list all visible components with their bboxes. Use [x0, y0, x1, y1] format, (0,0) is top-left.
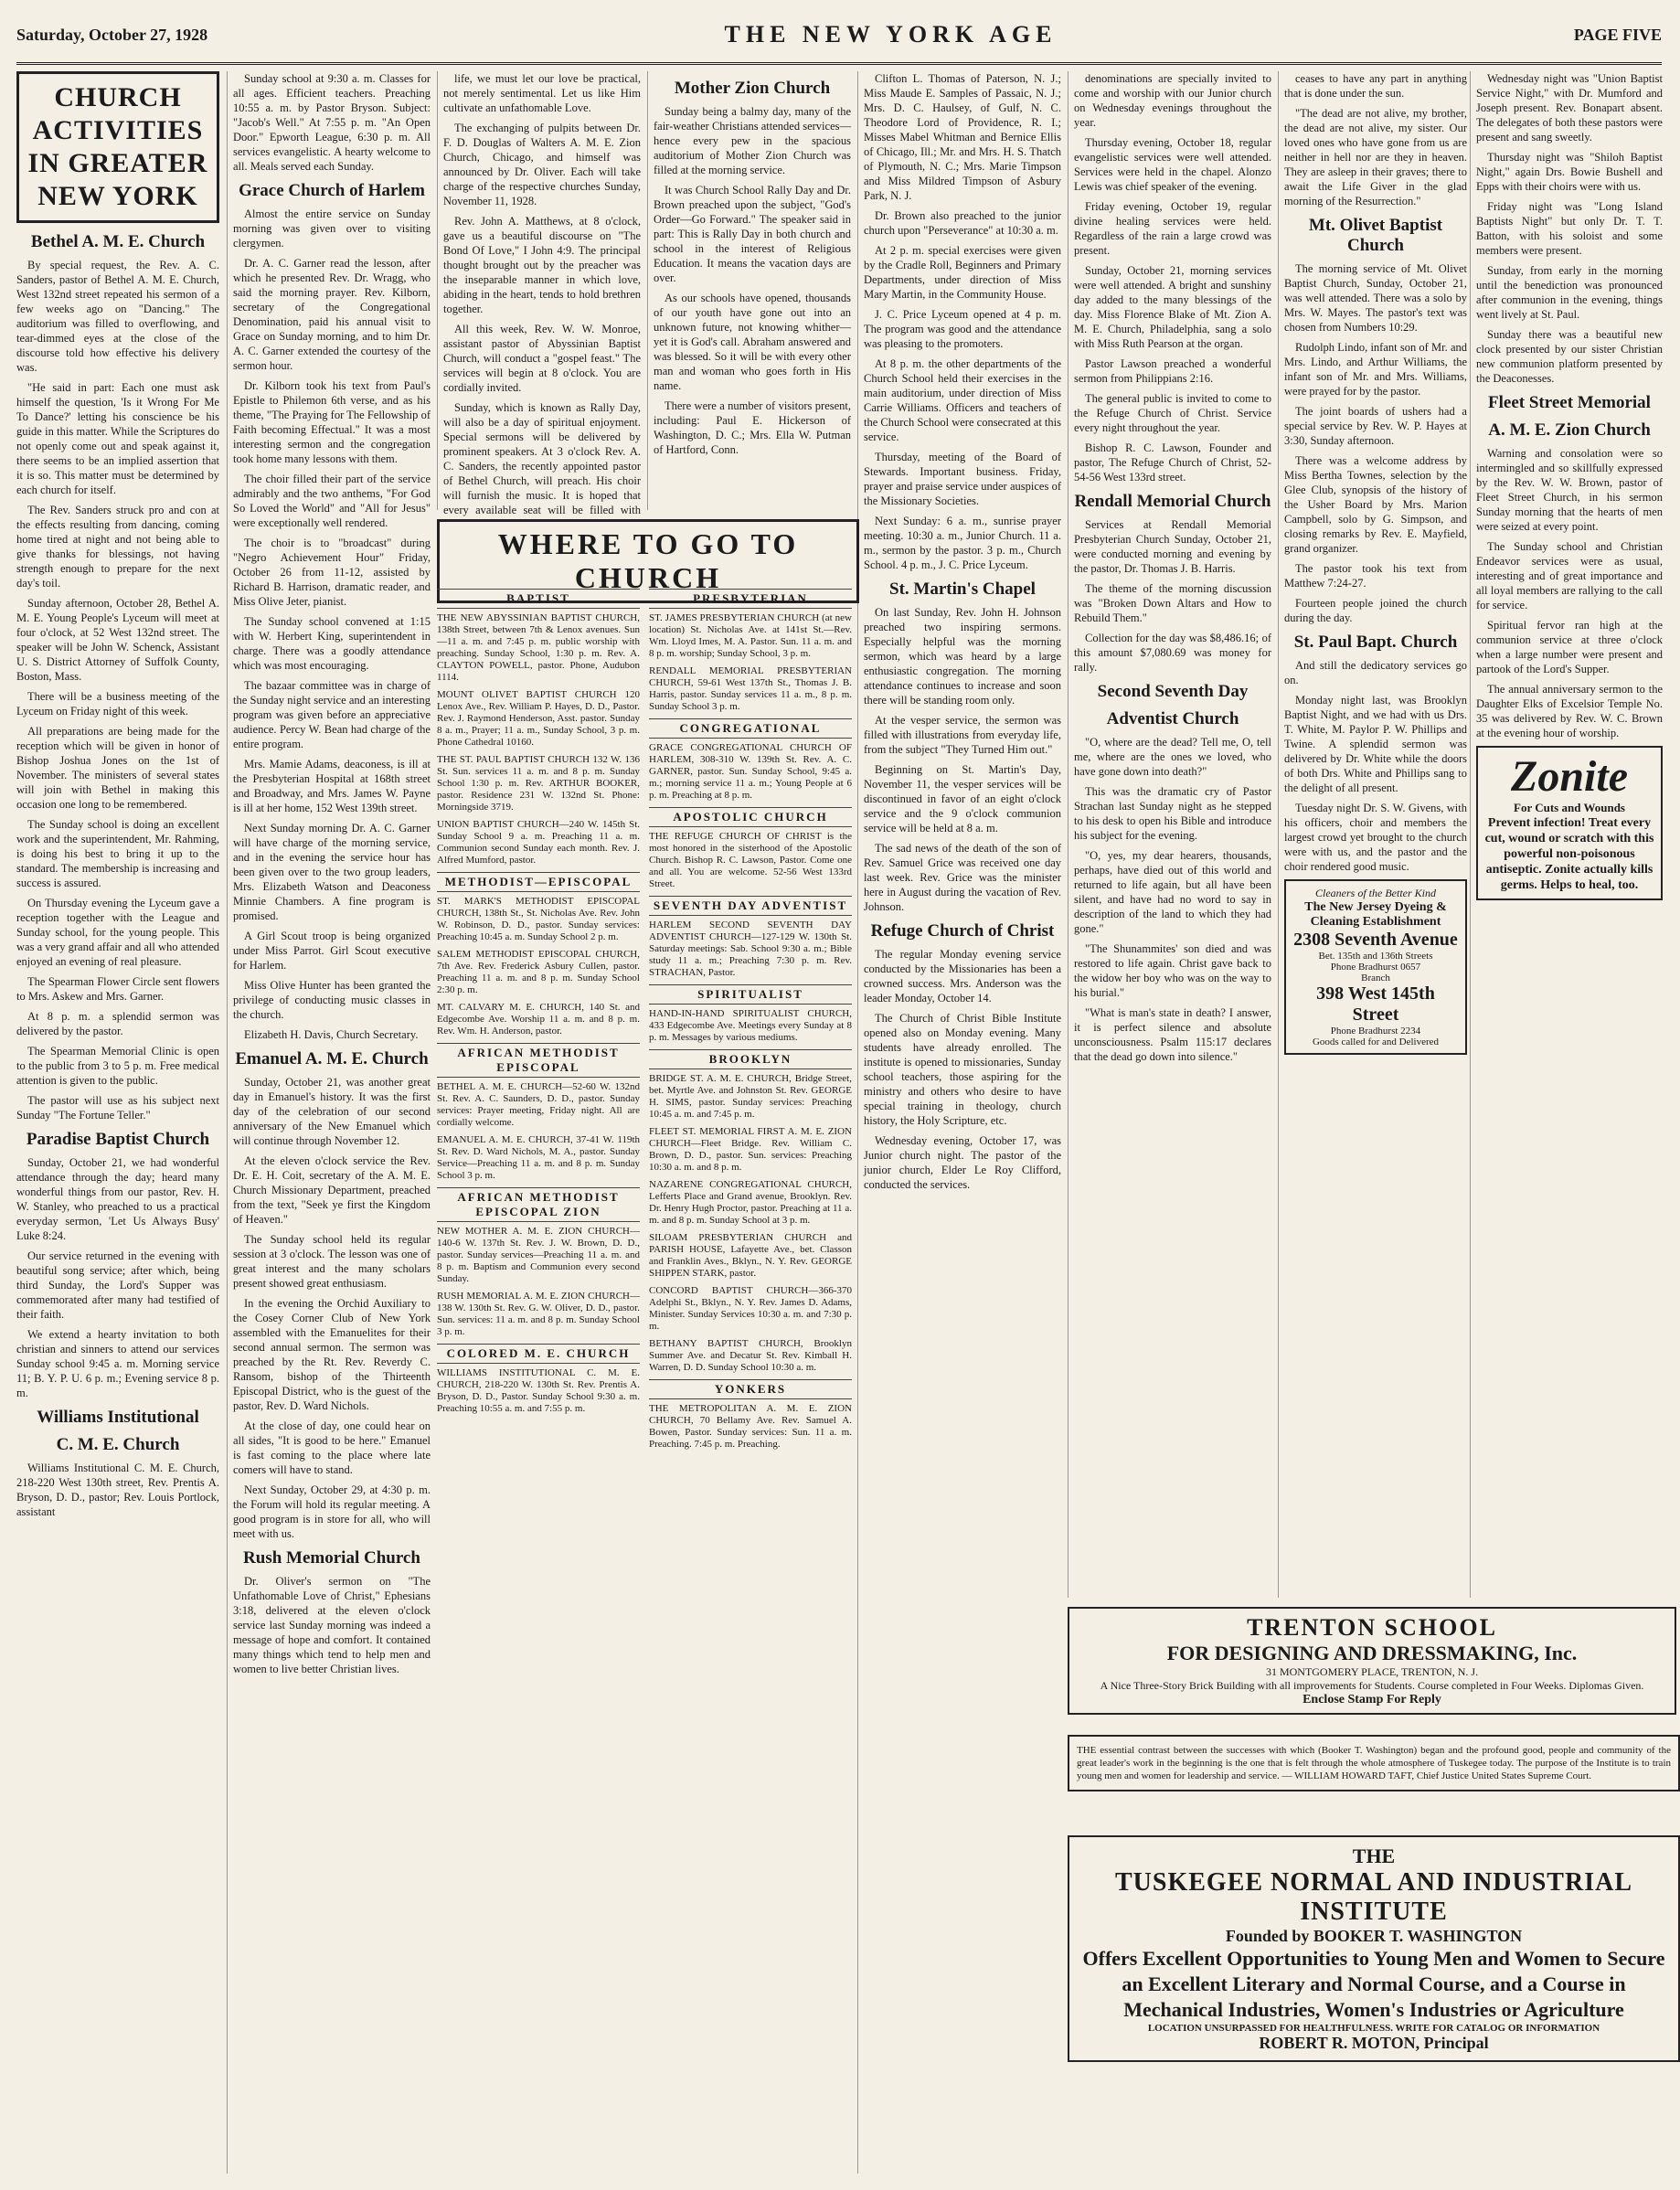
article-paragraph: At the vesper service, the sermon was filled with illustrations from everyday life, from the subject "They Turned Him out."	[864, 714, 1061, 756]
article-heading: Rendall Memorial Church	[1074, 492, 1271, 511]
article-heading: Mother Zion Church	[674, 79, 831, 98]
ad-text: Prevent infection! Treat every cut, wound or scratch with this powerful non-poisonous antiseptic. Zonite actually kills germs. Helps to heal, too.	[1484, 816, 1654, 892]
directory-listing: ST. MARK'S METHODIST EPISCOPAL CHURCH, 138th St., St. Nicholas Ave. Rev. John W. Robinson, D. D., pastor. Sunday services: Preaching 10:45 a. m. Sunday School 2 p. m.	[437, 896, 640, 942]
article-paragraph: Next Sunday, October 29, at 4:30 p. m. the Forum will hold its regular meeting. A good program is in store for all, who will meet with us.	[233, 1483, 431, 1540]
article-paragraph: On last Sunday, Rev. John H. Johnson preached two inspiring sermons. Especially helpful was the morning sermon, which was heard by a large enthusiastic congregation. The morning attendance continues to increase and soon there will be standing room only.	[864, 606, 1061, 707]
article-paragraph: There were a number of visitors present, including: Paul E. Hickerson of Washington, D. C.; Mrs. Ella W. Putman of Hartford, Conn.	[654, 399, 851, 456]
article-paragraph: Sunday, October 21, morning services were well attended. A bright and sunshiny day added to the many blessings of the day. Miss Florence Blake of Mt. Zion A. M. E. Church, Philadelphia, sang a solo with Miss Ruth Pearson at the organ.	[1074, 264, 1271, 350]
article-paragraph: The Sunday school held its regular session at 3 o'clock. The lesson was one of great interest and the many scholars present showed great enthusiasm.	[233, 1233, 431, 1290]
article-paragraph: Elizabeth H. Davis, Church Secretary.	[244, 1028, 419, 1041]
directory-banner: WHERE TO GO TO CHURCH	[437, 519, 859, 603]
article-paragraph: The general public is invited to come to the Refuge Church of Christ. Service every night throughout the year.	[1074, 392, 1271, 434]
article-paragraph: Wednesday night was "Union Baptist Service Night," with Dr. Mumford and Joseph present. Rev. Bonapart absent. The delegates of both these pastors were present and sang sweetly.	[1476, 72, 1663, 144]
article-heading: St. Paul Bapt. Church	[1293, 633, 1458, 652]
article-paragraph: On Thursday evening the Lyceum gave a reception together with the League and Sunday school, for the young people. This was a very grand affair and all who attended enjoyed an evening of real pleasure.	[16, 897, 219, 968]
article-paragraph: At 8 p. m. a splendid sermon was delivered by the pastor.	[16, 1010, 219, 1037]
directory-section-heading: APOSTOLIC CHURCH	[649, 807, 852, 827]
article-paragraph: At 8 p. m. the other departments of the Church School held their exercises in the main auditorium, under direction of Miss Carrie Williams. Officers and teachers of the Church School were consecrated at this service.	[864, 357, 1061, 443]
article-heading: Fleet Street Memorial	[1488, 393, 1651, 412]
article-paragraph: Sunday being a balmy day, many of the fair-weather Christians attended services—hence every pew in the spacious auditorium of Mother Zion Church was filled at the morning service.	[654, 105, 851, 176]
taft-quote-box: THE essential contrast between the successes with which (Booker T. Washington) began and the profound good, people and community of the great leader's work in the beginning is the one that is felt through the whole atmosphere of Tuskegee today. The purpose of the Institute is to train young men and women for leadership and service. — WILLIAM HOWARD TAFT, Chief Justice United States Supreme Court.	[1068, 1735, 1680, 1791]
column-3	[437, 71, 641, 516]
article-paragraph: "The Shunammites' son died and was restored to life again. Christ gave back to the widow her boy who was on the way to his burial."	[1074, 942, 1271, 999]
article-paragraph: We extend a hearty invitation to both christian and sinners to attend our services Sunday school 9:45 a. m. Morning service 11; B. Y. P. U. 6 p. m.; Evening service 8 p. m.	[16, 1328, 219, 1399]
newspaper-title: THE NEW YORK AGE	[724, 21, 1058, 48]
article-paragraph: The Spearman Memorial Clinic is open to the public from 3 to 5 p. m. Free medical attention is given to the public.	[16, 1045, 219, 1087]
ad-text: Bet. 135th and 136th Streets	[1318, 951, 1433, 962]
article-paragraph: Thursday evening, October 18, regular evangelistic services were well attended. Services were held in the chapel. Alonzo Lewis was chief speaker of the evening.	[1074, 136, 1271, 193]
article-paragraph: J. C. Price Lyceum opened at 4 p. m. The program was good and the attendance was pleasing to the promoters.	[864, 308, 1061, 350]
ad-text: 31 MONTGOMERY PLACE, TRENTON, N. J.	[1265, 1665, 1479, 1678]
directory-listing: UNION BAPTIST CHURCH—240 W. 145th St. Sunday School 9 a. m. Preaching 11 a. m. Communion second Sunday each month. Rev. J. Alfred Mumford, pastor.	[437, 819, 640, 866]
ad-text: ROBERT R. MOTON, Principal	[1259, 2034, 1489, 2052]
article-paragraph: The Spearman Flower Circle sent flowers to Mrs. Askew and Mrs. Garner.	[16, 975, 219, 1003]
article-paragraph: In the evening the Orchid Auxiliary to the Cosey Corner Club of New York assembled with the Emanuelites for their second annual sermon. The sermon was preached by the Rt. Rev. Reverdy C. Ransom, bishop of the Thirteenth Episcopal District, who is the guest of the pastor, Rev. D. Ward Nichols.	[233, 1297, 431, 1412]
ad-text: Cleaners of the Better Kind	[1315, 887, 1436, 899]
directory-listing: SILOAM PRESBYTERIAN CHURCH and PARISH HOUSE, Lafayette Ave., bet. Classon and Franklin Aves., Bklyn., N. Y. Rev. GEORGE SHIPPEN STARK, pastor.	[649, 1232, 852, 1279]
article-paragraph: The pastor will use as his subject next Sunday "The Fortune Teller."	[16, 1094, 219, 1122]
banner-line-2: IN GREATER NEW YORK	[27, 148, 208, 211]
article-paragraph: The exchanging of pulpits between Dr. F. D. Douglas of Walters A. M. E. Zion Church, Chicago, and himself was announced by Dr. Oliver. Each will take charge of the respective churches Sunday, November 11, 1928.	[443, 122, 641, 207]
ad-text: Zonite	[1511, 752, 1628, 801]
article-paragraph: "O, yes, my dear hearers, thousands, perhaps, have died out of this world and returned to life again, but all have been silent, and have had no word to say in description of the land to which they had gone."	[1074, 849, 1271, 935]
article-heading: Adventist Church	[1106, 709, 1239, 728]
column-5	[857, 71, 1061, 2174]
article-paragraph: At the eleven o'clock service the Rev. Dr. E. H. Coit, secretary of the A. M. E. Church Missionary Department, preached from the text, "Seek ye first the Kingdom of Heaven."	[233, 1154, 431, 1226]
directory-listing: THE REFUGE CHURCH OF CHRIST is the most honored in the sisterhood of the Apostolic Church. Bishop R. C. Lawson, Pastor. Come one and all. You are welcome. 52-56 West 133rd Street.	[649, 831, 852, 889]
article-paragraph: Beginning on St. Martin's Day, November 11, the vesper services will be discontinued in favor of an eight o'clock service and the 9 o'clock communion service will be held at 8 a. m.	[864, 763, 1061, 835]
article-paragraph: Spiritual fervor ran high at the communion service at three o'clock when a large number were present and partook of the Lord's Supper.	[1476, 619, 1663, 675]
article-paragraph: The choir is to "broadcast" during "Negro Achievement Hour" Friday, October 26 from 11-12, assisted by Richard B. Harrison, dramatic reader, and Miss Olive Jeter, pianist.	[233, 537, 431, 608]
article-paragraph: The morning service of Mt. Olivet Baptist Church, Sunday, October 21, was well attended. There was a solo by Mrs. W. Mayes. The pastor's text was chosen from Numbers 10:29.	[1284, 262, 1467, 334]
ad-text: TRENTON SCHOOL	[1247, 1614, 1497, 1641]
article-paragraph: Warning and consolation were so intermingled and so skillfully expressed by the Rev. W. W. Brown, pastor of Fleet Street Church, in his sermon Sunday morning that the hearts of men were seized at every point.	[1476, 447, 1663, 533]
directory-listing: THE METROPOLITAN A. M. E. ZION CHURCH, 70 Bellamy Ave. Rev. Samuel A. Bowen, Pastor. Sunday services: Sun. 11 a. m. Preaching. 7:45 p. m. Preaching.	[649, 1403, 852, 1450]
article-paragraph: "What is man's state in death? I answer, it is perfect silence and absolute unconsciousness. Psalm 115:17 declares that the dead go down into silence."	[1074, 1006, 1271, 1063]
article-paragraph: Dr. Brown also preached to the junior church upon "Perseverance" at 10:30 a. m.	[864, 209, 1061, 237]
tuskegee-advertisement	[1068, 1835, 1680, 2062]
article-paragraph: At the close of day, one could hear on all sides, "It is good to be here." Emanuel is fast coming to the place where late comers will have to stand.	[233, 1419, 431, 1476]
article-paragraph: As our schools have opened, thousands of our youth have gone out into an unknown future, not knowing whither—yet it is God's call. Abraham answered and was blessed. So it will be with every other man and woman who goes forth in His name.	[654, 292, 851, 392]
article-heading: Paradise Baptist Church	[26, 1130, 210, 1149]
ad-text: LOCATION UNSURPASSED FOR HEALTHFULNESS. WRITE FOR CATALOG OR INFORMATION	[1147, 2023, 1600, 2034]
directory-listing: NAZARENE CONGREGATIONAL CHURCH, Lefferts Place and Grand avenue, Brooklyn. Rev. Dr. Henry Hugh Proctor, pastor. Preaching at 11 a. m. and 8 p. m. Sunday School at 3 p. m.	[649, 1179, 852, 1226]
ad-text: FOR DESIGNING AND DRESSMAKING, Inc.	[1166, 1642, 1578, 1664]
directory-listing: RENDALL MEMORIAL PRESBYTERIAN CHURCH, 59-61 West 137th St., Thomas J. B. Harris, pastor. Sunday services 11 a. m., 8 p. m. Sunday School 3 p. m.	[649, 665, 852, 712]
article-paragraph: Sunday there was a beautiful new clock presented by our sister Christian new communion platform presented by the Deaconesses.	[1476, 328, 1663, 385]
article-paragraph: The joint boards of ushers had a special service by Rev. W. P. Hayes at 3:30, Sunday afternoon.	[1284, 405, 1467, 447]
article-paragraph: A Girl Scout troop is being organized under Miss Parrot. Girl Scout executive for Harlem.	[233, 930, 431, 972]
article-paragraph: Rev. John A. Matthews, at 8 o'clock, gave us a beautiful discourse on "The Bond Of Love," I John 4:9. The principal thought brought out by the preacher was the inseparable manner in which love, abiding in the heart, tends to hold brethren together.	[443, 215, 641, 315]
directory-section-heading: SEVENTH DAY ADVENTIST	[649, 896, 852, 916]
article-paragraph: The theme of the morning discussion was "Broken Down Altars and How to Rebuild Them."	[1074, 582, 1271, 624]
directory-column-right	[649, 583, 852, 1456]
article-paragraph: The sad news of the death of the son of Rev. Samuel Grice was received one day last week. Rev. Grice was the minister here in August during the vacation of Rev. Johnson.	[864, 842, 1061, 913]
article-paragraph: The choir filled their part of the service admirably and the two anthems, "For God So Loved the World" and "All for Jesus" were exceptionally well rendered.	[233, 473, 431, 529]
article-paragraph: Fourteen people joined the church during the day.	[1284, 597, 1467, 624]
article-heading: Second Seventh Day	[1097, 682, 1249, 701]
directory-listing: EMANUEL A. M. E. CHURCH, 37-41 W. 119th St. Rev. D. Ward Nichols, M. A., pastor. Sunday Service—Preaching 11 a. m. and 8 p. m. Sunday School 3 p. m.	[437, 1134, 640, 1181]
article-paragraph: Dr. A. C. Garner read the lesson, after which he presented Rev. Dr. Wragg, who said the morning prayer. Rev. Kilborn, secretary of the Congregational Denomination, paid his annual visit to Grace on Sunday morning, and to him Dr. A. C. Garner extended the courtesy of the sermon hour.	[233, 257, 431, 372]
article-paragraph: Next Sunday morning Dr. A. C. Garner will have charge of the morning service, and in the evening the service hour has been given over to the two group leaders, Mrs. Elizabeth Watson and Deaconess Minnie Chambers. A fine program is promised.	[233, 822, 431, 922]
issue-date: Saturday, October 27, 1928	[16, 25, 208, 44]
article-paragraph: This was the dramatic cry of Pastor Strachan last Sunday night as he stepped to his desk to open his Bible and introduce his subject for the evening.	[1074, 785, 1271, 842]
article-paragraph: Sunday school at 9:30 a. m. Classes for all ages. Efficient teachers. Preaching 10:55 a. m. by Pastor Bryson. Subject: "Jacob's Well." At 7:55 p. m. "An Open Door." Epworth League, 6:30 p. m. All services evangelistic. A hearty welcome to all. Meals served each Sunday.	[233, 72, 431, 173]
directory-section-heading: SPIRITUALIST	[649, 984, 852, 1005]
article-paragraph: Almost the entire service on Sunday morning was given over to visiting clergymen.	[233, 207, 431, 250]
article-paragraph: "O, where are the dead? Tell me, O, tell me, where are the ones we loved, who have gone down into death?"	[1074, 736, 1271, 778]
article-paragraph: ceases to have any part in anything that is done under the sun.	[1284, 72, 1467, 100]
article-heading: Bethel A. M. E. Church	[30, 232, 206, 251]
ad-text: Phone Bradhurst 0657	[1330, 962, 1421, 973]
zonite-advertisement	[1476, 746, 1663, 900]
article-paragraph: Friday evening, October 19, regular divine healing services were held. Regardless of the rain a large crowd was present.	[1074, 200, 1271, 257]
article-heading: St. Martin's Chapel	[889, 579, 1036, 599]
article-paragraph: There will be a business meeting of the Lyceum on Friday night of this week.	[16, 690, 219, 718]
article-paragraph: Thursday, meeting of the Board of Stewards. Important business. Friday, prayer and praise service under auspices of the Missionary Societies.	[864, 451, 1061, 507]
ad-text: Founded by BOOKER T. WASHINGTON	[1225, 1927, 1523, 1945]
directory-section-heading: PRESBYTERIAN	[649, 589, 852, 609]
article-paragraph: All preparations are being made for the reception which will be given in honor of Bishop Joshua Jones on the 1st of November. The ministers of several states will join with Bethel in making this occasion one long to be remembered.	[16, 725, 219, 811]
directory-section-heading: AFRICAN METHODIST EPISCOPAL ZION	[437, 1187, 640, 1222]
column-8	[1470, 71, 1663, 1598]
directory-listing: FLEET ST. MEMORIAL FIRST A. M. E. ZION CHURCH—Fleet Bridge. Rev. William C. Brown, D. D., pastor. Sun. services: Preaching 10:30 a. m. and 8 p. m.	[649, 1126, 852, 1173]
article-heading: Grace Church of Harlem	[239, 181, 425, 200]
article-paragraph: Sunday, which is known as Rally Day, will also be a day of spiritual enjoyment. Special sermons will be delivered by prominent speakers. At 3 o'clock Rev. A. C. Sanders, the recently appointed pastor of Bethel Church, will preach. His choir will furnish the music. It is hoped that every available seat will be filled with	[443, 401, 641, 516]
ad-text: 2308 Seventh Avenue	[1293, 930, 1458, 950]
article-paragraph: The annual anniversary sermon to the Daughter Elks of Excelsior Temple No. 35 was delivered by Rev. W. C. Brown at the evening hour of worship.	[1476, 683, 1663, 739]
article-paragraph: Monday night last, was Brooklyn Baptist Night, and we had with us Drs. T. White, M. Paylor P. W. Phillips and Twine. A splendid sermon was delivered by Dr. White while the doors of both Drs. White and Phillips sang to the delight of all present.	[1284, 694, 1467, 794]
page-number: PAGE FIVE	[1573, 25, 1662, 44]
ad-text: 398 West 145th Street	[1316, 983, 1435, 1025]
trenton-school-advertisement	[1068, 1607, 1676, 1715]
article-paragraph: Thursday night was "Shiloh Baptist Night," again Drs. Bowie Bushell and Epps with their choirs were with us.	[1476, 151, 1663, 193]
directory-listing: WILLIAMS INSTITUTIONAL C. M. E. CHURCH, 218-220 W. 130th St. Rev. Prentis A. Bryson, D. D., Pastor. Sunday School 9:30 a. m. Preaching 10:55 a. m. and 7:55 p. m.	[437, 1367, 640, 1414]
page-columns	[16, 71, 1671, 2174]
directory-listing: SALEM METHODIST EPISCOPAL CHURCH, 7th Ave. Rev. Frederick Asbury Cullen, pastor. Preaching 11 a. m. and 8 p. m. Sunday School 2:30 p. m.	[437, 949, 640, 995]
column-1	[16, 71, 219, 2174]
ad-text: The New Jersey Dyeing & Cleaning Establishment	[1304, 900, 1447, 929]
article-heading: Emanuel A. M. E. Church	[235, 1049, 429, 1068]
ad-text: Branch	[1361, 973, 1390, 983]
ad-text: THE	[1352, 1844, 1396, 1867]
article-paragraph: Tuesday night Dr. S. W. Givens, with his officers, choir and members the largest crowd yet brought to the church were with us, and the pastor and the choir rendered good music.	[1284, 802, 1467, 873]
ad-text: Offers Excellent Opportunities to Young Men and Women to Secure an Excellent Literary and Normal Course, and a Course in Mechanical Industries, Women's Industries or Agriculture	[1082, 1947, 1665, 2021]
article-paragraph: Sunday, October 21, was another great day in Emanuel's history. It was the first day of the celebration of our second anniversary of the New Emanuel which will continue through November 12.	[233, 1076, 431, 1147]
article-paragraph: Next Sunday: 6 a. m., sunrise prayer meeting. 10:30 a. m., Junior Church. 11 a. m., sermon by the pastor. 3 p. m., Church School. 4 p. m., J. C. Price Lyceum.	[864, 515, 1061, 571]
article-paragraph: "He said in part: Each one must ask himself the question, 'Is it Wrong For Me To Dance?' letting his conscience be his guide in this matter. While the Scriptures do not openly come out and speak against it, there seems to be an implied assertion that it is so. This matter must be determined by each church for itself.	[16, 381, 219, 496]
article-paragraph: denominations are specially invited to come and worship with our Junior church on Wednesday evenings throughout the year.	[1074, 72, 1271, 129]
directory-listing: HARLEM SECOND SEVENTH DAY ADVENTIST CHURCH—127-129 W. 130th St. Saturday meetings: Sab. School 9:30 a. m.; Bible study 11 a. m.; Preaching 7:30 p. m. Rev. STRACHAN, Pastor.	[649, 920, 852, 978]
article-paragraph: Our service returned in the evening with beautiful song service; after which, being third Sunday, the Lord's Supper was commemorated after many had testified of their faith.	[16, 1249, 219, 1321]
article-paragraph: Bishop R. C. Lawson, Founder and pastor, The Refuge Church of Christ, 52-54-56 West 133rd street.	[1074, 441, 1271, 484]
directory-section-heading: BAPTIST	[437, 589, 640, 609]
article-paragraph: Sunday afternoon, October 28, Bethel A. M. E. Young People's Lyceum will meet at four o'clock, at 52 West 132nd street. The speaker will be John W. Schenck, Assistant U. S. District Attorney of Suffolk County, Boston, Mass.	[16, 597, 219, 683]
article-paragraph: Mrs. Mamie Adams, deaconess, is ill at the Presbyterian Hospital at 168th street and Broadway, and Mrs. James W. Payne is ill at her home, 152 West 139th street.	[233, 758, 431, 814]
ad-text: Goods called for and Delivered	[1312, 1037, 1440, 1047]
column-7	[1278, 71, 1467, 1598]
directory-listing: BRIDGE ST. A. M. E. CHURCH, Bridge Street, bet. Myrtle Ave. and Johnston St. Rev. GEORGE H. SIMS, pastor. Sunday services: Preaching 10:45 a. m. and 7:45 p. m.	[649, 1073, 852, 1120]
article-paragraph: Dr. Oliver's sermon on "The Unfathomable Love of Christ," Ephesians 3:18, delivered at the eleven o'clock service last Sunday morning was indeed a message of hope and comfort. It contained many things which tend to help men and women to live better Christian lives.	[233, 1575, 431, 1675]
directory-section-heading: BROOKLYN	[649, 1049, 852, 1069]
section-banner	[16, 71, 219, 223]
article-paragraph: Collection for the day was $8,486.16; of this amount $7,080.69 was money for rally.	[1074, 632, 1271, 674]
directory-listing: BETHEL A. M. E. CHURCH—52-60 W. 132nd St. Rev. A. C. Saunders, D. D., pastor. Sunday services: Prayer meeting, Friday night. All are cordially welcome.	[437, 1081, 640, 1128]
article-heading: Williams Institutional	[37, 1408, 199, 1427]
article-paragraph: Dr. Kilborn took his text from Paul's Epistle to Philemon 6th verse, and as his theme, "The Praying for The Fellowship of Faith becoming Effectual." It was a most interesting sermon and the congregation took home many lessons with them.	[233, 379, 431, 465]
article-paragraph: By special request, the Rev. A. C. Sanders, pastor of Bethel A. M. E. Church, West 132nd street repeated his sermon of a few weeks ago on "Dancing." The auditorium was filled to overflowing, and tear-dimmed eyes at the close of the discourse told how effective his delivery was.	[16, 259, 219, 374]
directory-section-heading: COLORED M. E. CHURCH	[437, 1344, 640, 1364]
article-paragraph: "The dead are not alive, my brother, the dead are not alive, my sister. Our loved ones who have gone from us are neither in hell nor are they in heaven. They are asleep in their graves; there to await the Life Giver in the glad morning of the Resurrection."	[1284, 107, 1467, 207]
article-paragraph: The pastor took his text from Matthew 7:24-27.	[1284, 562, 1467, 590]
article-paragraph: Pastor Lawson preached a wonderful sermon from Philippians 2:16.	[1074, 357, 1271, 385]
banner-line-1: CHURCH ACTIVITIES	[32, 82, 204, 145]
directory-listing: HAND-IN-HAND SPIRITUALIST CHURCH, 433 Edgecombe Ave. Meetings every Sunday at 8 p. m. Messages by various mediums.	[649, 1008, 852, 1043]
directory-listing: GRACE CONGREGATIONAL CHURCH OF HARLEM, 308-310 W. 139th St. Rev. A. C. GARNER, pastor. Sun. Sunday School, 9:45 a. m.; morning service 11 a. m.; Young People at 6 p. m. Preaching at 8 p. m.	[649, 742, 852, 801]
article-paragraph: The Sunday school convened at 1:15 with W. Herbert King, superintendent in charge. There was a goodly attendance which was most encouraging.	[233, 615, 431, 672]
article-paragraph: Rudolph Lindo, infant son of Mr. and Mrs. Lindo, and Arthur Williams, the infant son of Mr. and Mrs. Williams, were prayed for by the pastor.	[1284, 341, 1467, 398]
article-heading: Rush Memorial Church	[243, 1548, 420, 1568]
directory-section-heading: YONKERS	[649, 1379, 852, 1399]
article-paragraph: The regular Monday evening service conducted by the Missionaries has been a crowned success. Mrs. Anderson was the leader Monday, October 14.	[864, 948, 1061, 1005]
article-paragraph: Sunday, from early in the morning until the benediction was pronounced after communion in the evening, things went lively at St. Paul.	[1476, 264, 1663, 321]
directory-section-heading: CONGREGATIONAL	[649, 718, 852, 739]
article-paragraph: At 2 p. m. special exercises were given by the Cradle Roll, Beginners and Primary Departments, under direction of Miss Mary Martin, in the Community House.	[864, 244, 1061, 301]
ad-text: Enclose Stamp For Reply	[1303, 1693, 1441, 1706]
directory-section-heading: METHODIST—EPISCOPAL	[437, 872, 640, 892]
directory-listing: MOUNT OLIVET BAPTIST CHURCH 120 Lenox Ave., Rev. William P. Hayes, D. D., Pastor. Rev. J. Raymond Henderson, Asst. pastor. Sunday 8 a. m., Prayer; 11 a. m., Sunday School, 3 p. m. Phone Cathedral 10160.	[437, 689, 640, 748]
column-4	[647, 71, 851, 510]
directory-listing: BETHANY BAPTIST CHURCH, Brooklyn Summer Ave. and Decatur St. Rev. Kimball H. Warren, D. D. Sunday School 10:30 a. m.	[649, 1338, 852, 1373]
church-directory	[437, 583, 857, 2119]
directory-column-left	[437, 583, 640, 1420]
article-paragraph: There was a welcome address by Miss Bertha Townes, selection by the Glee Club, synopsis of the history of the Usher Board by Mrs. Marion Campbell, solo by G. Simpson, and closing remarks by Rev. E. Mayfield, grand organizer.	[1284, 454, 1467, 555]
ad-text: TUSKEGEE NORMAL AND INDUSTRIAL INSTITUTE	[1115, 1868, 1632, 1926]
article-paragraph: All this week, Rev. W. W. Monroe, assistant pastor of Abyssinian Baptist Church, will conduct a "gospel feast." The services will begin at 8 o'clock. You are cordially invited.	[443, 323, 641, 394]
article-paragraph: And still the dedicatory services go on.	[1284, 659, 1467, 686]
directory-listing: NEW MOTHER A. M. E. ZION CHURCH—140-6 W. 137th St. Rev. J. W. Brown, D. D., pastor. Sunday services—Preaching 11 a. m. and 8 p. m. Baptism and Communion every second Sunday.	[437, 1226, 640, 1284]
masthead	[16, 7, 1662, 65]
column-6	[1068, 71, 1271, 1598]
article-heading: C. M. E. Church	[56, 1435, 180, 1454]
directory-listing: CONCORD BAPTIST CHURCH—366-370 Adelphi St., Bklyn., N. Y. Rev. James D. Adams, Minister. Sunday Services 10:30 a. m. and 7:30 p. m.	[649, 1285, 852, 1332]
article-paragraph: life, we must let our love be practical, not merely sentimental. Let us like Him cultivate an unfathomable Love.	[443, 72, 641, 114]
article-paragraph: Clifton L. Thomas of Paterson, N. J.; Miss Maude E. Samples of Passaic, N. J.; Mrs. D. C. Haulsey, of Gulf, N. C. Theodore Lord of Providence, R. I.; Misses Mabel Whitman and Bernice Ellis of Chicago, Ill.; Mr. and Mrs. H. S. Thatch of Plymouth, N. C.; Mrs. Marie Timpson and Miss Mildred Timpson of Asbury Park, N. J.	[864, 72, 1061, 202]
article-paragraph: The Sunday school is doing an excellent work and the superintendent, Mr. Rahming, is doing his best to bring it up to the standard. The membership is increasing and success is assured.	[16, 818, 219, 889]
article-heading: Mt. Olivet Baptist Church	[1308, 216, 1443, 255]
article-paragraph: It was Church School Rally Day and Dr. Brown preached upon the subject, "God's Order—Go Forward." The speaker said in part: This is Rally Day in both church and school in the interest of Religious Education. It means the vacation days are over.	[654, 184, 851, 284]
article-paragraph: Friday night was "Long Island Baptists Night" but only Dr. T. T. Batton, with his soloist and some members were present.	[1476, 200, 1663, 257]
directory-listing: MT. CALVARY M. E. CHURCH, 140 St. and Edgecombe Ave. Worship 11 a. m. and 8 p. m. Rev. Wm. H. Anderson, pastor.	[437, 1002, 640, 1037]
ad-text: Phone Bradhurst 2234	[1330, 1026, 1421, 1037]
ad-text: A Nice Three-Story Brick Building with all improvements for Students. Course completed in Four Weeks. Diplomas Given.	[1100, 1679, 1644, 1692]
article-paragraph: The Sunday school and Christian Endeavor services were as usual, interesting and of great importance and all loyal members are rallying to the call for service.	[1476, 540, 1663, 611]
article-paragraph: Services at Rendall Memorial Presbyterian Church Sunday, October 21, were conducted morning and evening by the pastor, Dr. Thomas J. B. Harris.	[1074, 518, 1271, 575]
directory-listing: ST. JAMES PRESBYTERIAN CHURCH (at new location) St. Nicholas Ave. at 141st St.—Rev. Wm. Lloyd Imes, M. A. Pastor. Sun. 11 a. m. and 8 p. m. worship; Sunday School, 3 p. m.	[649, 612, 852, 659]
directory-listing: RUSH MEMORIAL A. M. E. ZION CHURCH—138 W. 130th St. Rev. G. W. Oliver, D. D., pastor. Sun. services: 11 a. m. and 8 p. m. Sunday School 3 p. m.	[437, 1291, 640, 1337]
article-paragraph: Wednesday evening, October 17, was Junior church night. The pastor of the junior church, Elder Le Roy Clifford, conducted the services.	[864, 1134, 1061, 1191]
article-paragraph: Sunday, October 21, we had wonderful attendance through the day; heard many wonderful things from our pastor, Rev. H. W. Stanley, who preached to us a practical everyday sermon, 'Let Us Always Busy' Luke 8:24.	[16, 1156, 219, 1242]
article-heading: Refuge Church of Christ	[870, 921, 1055, 941]
column-2	[227, 71, 431, 2174]
directory-listing: THE NEW ABYSSINIAN BAPTIST CHURCH, 138th Street, between 7th & Lenox avenues. Sun—11 a. m. and 7:45 p. m. public worship with preaching. Sunday School, 1:30 p. m. Rev. A. CLAYTON POWELL, pastor. Phone, Audubon 1114.	[437, 612, 640, 683]
article-paragraph: Williams Institutional C. M. E. Church, 218-220 West 130th street, Rev. Prentis A. Bryson, D. D., pastor; Rev. Louis Portlock, assistant	[16, 1462, 219, 1518]
directory-section-heading: AFRICAN METHODIST EPISCOPAL	[437, 1043, 640, 1078]
article-paragraph: Miss Olive Hunter has been granted the privilege of conducting music classes in the church.	[233, 979, 431, 1021]
ad-text: For Cuts and Wounds	[1514, 801, 1625, 814]
directory-listing: THE ST. PAUL BAPTIST CHURCH 132 W. 136 St. Sun. services 11 a. m. and 8 p. m. Sunday School 1:30 p. m. Rev. ARTHUR BOOKER, pastor. Residence 231 W. 132nd St. Phone: Morningside 3719.	[437, 754, 640, 813]
article-paragraph: The Church of Christ Bible Institute opened also on Monday evening. Many students have already enrolled. The institute is opened to missionaries, Sunday school teachers, those aspiring for the ministry and others who desire to have special training in theology, church history, the Holy Scripture, etc.	[864, 1012, 1061, 1127]
article-paragraph: The Rev. Sanders struck pro and con at the effects resulting from dancing, coming home tired at night and not being able to give thanks for blessings, not having strength enough to prepare for the next day's toil.	[16, 504, 219, 590]
article-paragraph: The bazaar committee was in charge of the Sunday night service and an interesting program was given before an appreciative audience. Percy W. Bean had charge of the entire program.	[233, 679, 431, 750]
cleaners-advertisement	[1284, 879, 1467, 1055]
article-heading: A. M. E. Zion Church	[1488, 420, 1651, 440]
